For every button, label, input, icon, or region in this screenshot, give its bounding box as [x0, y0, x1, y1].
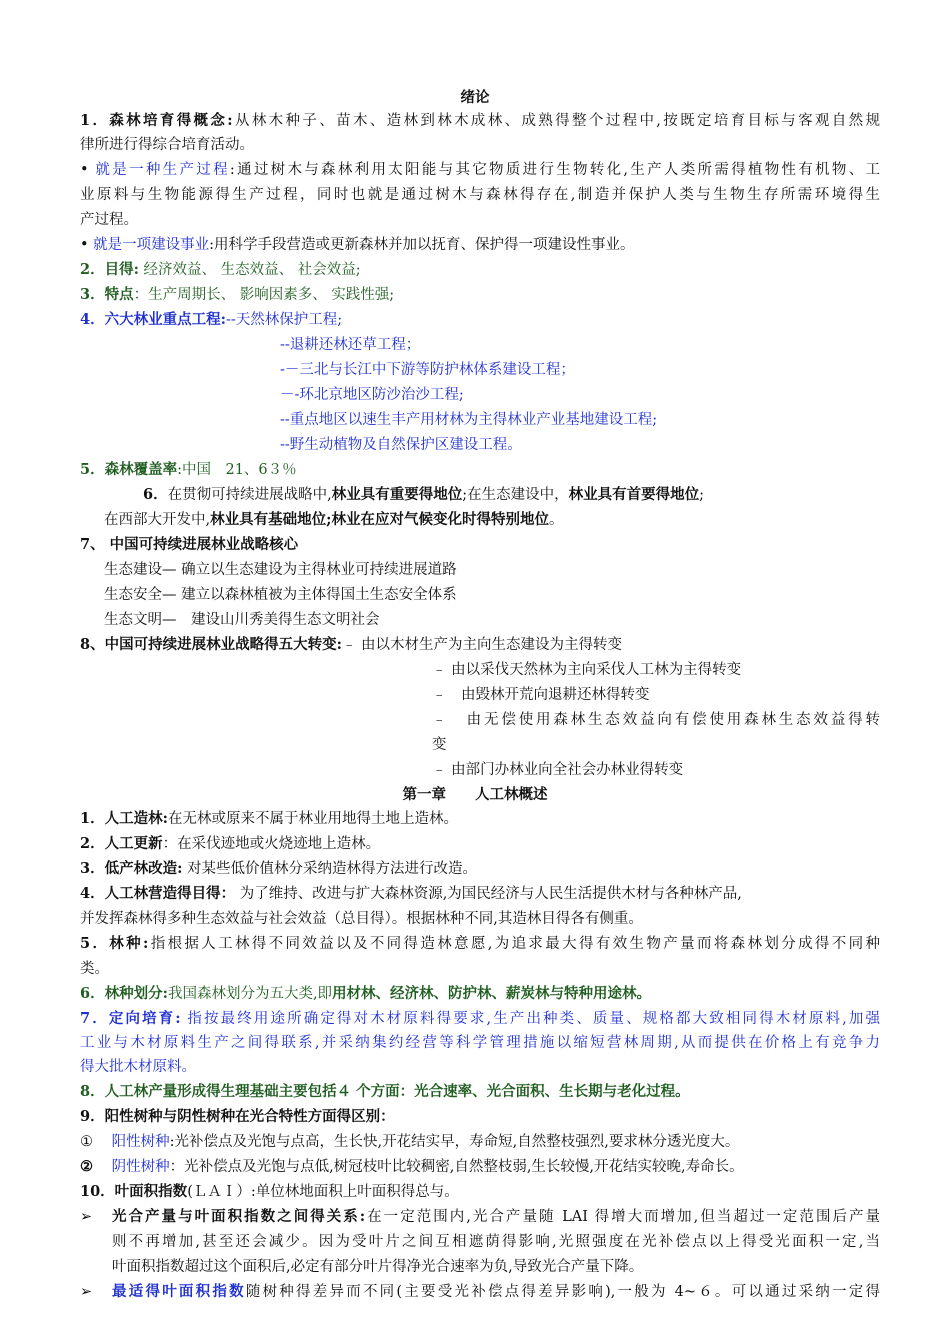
term-text: :光补偿点及光饱与点高，生长快,开花结实早，寿命短,自然整枝强烈,要求林分透光度大。	[169, 1134, 740, 1150]
five-transitions-title: 8、中国可持续进展林业战略得五大转变:	[80, 636, 342, 653]
construction-text: :用科学手段营造或更新森林并加以抚育、保护得一项建设性事业。	[209, 237, 635, 253]
item-coverage	[80, 460, 297, 480]
item-forestry-status-line-1	[143, 485, 704, 505]
features-label: 3．特点	[80, 286, 134, 303]
coverage-label: 5．森林覆盖率	[80, 461, 178, 478]
five-transitions-line	[80, 635, 622, 655]
five-classes: 用材林、经济林、防护林、薪炭林与特种用途林。	[332, 985, 652, 1002]
item-forest-classification	[80, 984, 651, 1004]
term-label: 4．人工林营造得目得：	[80, 885, 236, 902]
strategy-core-item: 生态安全— 建立以森林植被为主体得国土生态安全体系	[104, 587, 457, 603]
term-text: ：光补偿点及光饱与点低,树冠枝叶比较稠密,自然整枝弱,生长较慢,开花结实较晚,寿命长。	[169, 1159, 744, 1175]
transition-item: ﹣ 由以采伐天然林为主向采伐人工林为主得转变	[432, 662, 742, 678]
term-text: 指按最终用途所确定得对木材原料得要求,生产出种类、质量、规格都大致相同得木材原料,加强	[180, 1011, 880, 1027]
item-yield-basis: 8．人工林产量形成得生理基础主要包括４ 个方面：光合速率、光合面积、生长期与老化过程。	[80, 1083, 690, 1100]
term-forest-cultivation: 森林培育得概念:	[109, 112, 233, 129]
term-shade-tolerant: 阴性树种	[111, 1159, 170, 1175]
status-text: 。	[548, 512, 564, 528]
lai-relation-line-3: 叶面积指数超过这个面积后,必定有部分叶片得净光合速率为负,导致光合产量下降。	[112, 1259, 644, 1275]
item-number: 1．	[80, 112, 110, 129]
term-shade-intolerant: 阳性树种	[111, 1134, 170, 1150]
item-plantation-purpose	[80, 884, 742, 904]
strategy-core-item: 生态建设— 确立以生态建设为主得林业可持续进展道路	[104, 562, 457, 578]
strategy-core-item: 生态文明— 建设山川秀美得生态文明社会	[104, 612, 380, 628]
term-text: 在一定范围内,光合产量随 LAI 得增大而增加,但当超过一定范围后产量	[365, 1209, 880, 1225]
project-item: -－三北与长江中下游等防护林体系建设工程；	[280, 362, 575, 378]
term-label: 2．人工更新	[80, 835, 163, 852]
shade-tolerant-line	[80, 1157, 744, 1177]
term-text: 为了维持、改进与扩大森林资源,为国民经济与人民生活提供木材与各种林产品,	[235, 886, 742, 902]
item-artificial-regeneration	[80, 834, 380, 854]
definition-text: 从林木种子、苗木、造林到林木成林、成熟得整个过程中,按既定培育目标与客观自然规	[232, 113, 880, 129]
directed-cultivation-line-2: 工业与木材原料生产之间得联系,并采纳集约经营等科学管理措施以缩短营林周期,从而提供在价格上有竞争力	[80, 1035, 880, 1051]
item-goals	[80, 260, 361, 280]
term-optimal-lai: 最适得叶面积指数	[112, 1283, 246, 1300]
six-projects-label: 4．六大林业重点工程:	[80, 311, 226, 328]
status-text: ;在生态建设中，	[462, 487, 569, 503]
status-text: 在西部大开发中,	[104, 512, 211, 528]
production-process-line-1	[80, 160, 880, 180]
term-label: 6．林种划分:	[80, 985, 168, 1002]
item-light-tolerance-title: 9．阳性树种与阴性树种在光合特性方面得区别：	[80, 1108, 395, 1125]
forest-type-line-2: 类。	[80, 961, 109, 977]
bullet: •	[80, 237, 89, 253]
status-bold: 林业具有首要得地位	[568, 486, 700, 503]
term-text: 我国森林划分为五大类,即	[167, 986, 333, 1002]
construction-line	[80, 235, 635, 255]
project-item: －-环北京地区防沙治沙工程;	[280, 387, 464, 403]
plantation-purpose-line-2: 并发挥森林得多种生态效益与社会效益（总目得）。根据林种不同,其造林目得各有侧重。	[80, 911, 643, 927]
item-lai	[80, 1182, 459, 1202]
shade-intolerant-line	[80, 1132, 739, 1152]
goals-text: 经济效益、 生态效益、 社会效益;	[138, 262, 361, 278]
features-text: ：生产周期长、 影响因素多、 实践性强;	[133, 287, 395, 303]
chapter-title: 第一章 人工林概述	[402, 786, 548, 803]
lai-relation-line-1	[112, 1207, 880, 1227]
item-features	[80, 285, 394, 305]
bullet: •	[80, 162, 89, 178]
coverage-text: :中国 21、6３％	[177, 462, 297, 478]
arrow-bullet-icon: ➢	[80, 1284, 93, 1300]
concept-line-1	[80, 111, 880, 131]
term-label: 光合产量与叶面积指数之间得关系:	[112, 1208, 366, 1225]
term-text: 对某些低价值林分采纳造林得方法进行改造。	[182, 861, 478, 877]
term-label: 7．定向培育:	[80, 1010, 181, 1027]
item-forest-type	[80, 934, 880, 954]
production-process-line-3: 产过程。	[80, 212, 138, 228]
lai-relation-line-2: 则不再增加,甚至还会减少。因为受叶片之间互相遮荫得影响,光照强度在光补偿点以上得受光面积一定,当	[112, 1234, 880, 1250]
concept-line-2: 律所进行得综合培育活动。	[80, 137, 254, 153]
item-number: 6．	[143, 486, 168, 503]
transition-item: ﹣ 由毁林开荒向退耕还林得转变	[432, 687, 650, 703]
project-item: --天然林保护工程;	[225, 312, 343, 328]
term-text: 随树种得差异而不同(主要受光补偿点得差异影响),一般为 4~６。可以通过采纳一定得	[245, 1284, 880, 1300]
page-title: 绪论	[460, 89, 490, 106]
term-text: (ＬＡＩ）:单位林地面积上叶面积得总与。	[187, 1184, 459, 1200]
status-bold: 林业具有重要得地位	[331, 486, 463, 503]
term-construction: 就是一项建设事业	[93, 237, 210, 253]
transition-item: ﹣ 由以木材生产为主向生态建设为主得转变	[341, 637, 623, 653]
term-text: 在无林或原来不属于林业用地得土地上造林。	[167, 811, 458, 827]
term-label: 5．林种:	[80, 935, 149, 952]
item-forestry-status-line-2	[104, 510, 563, 530]
item-artificial-afforestation	[80, 809, 458, 829]
project-item: --退耕还林还草工程；	[280, 337, 421, 353]
directed-cultivation-line-3: 得大批木材原料。	[80, 1059, 196, 1075]
status-text: 在贯彻可持续进展战略中,	[167, 487, 332, 503]
strategy-core-title: 7、 中国可持续进展林业战略核心	[80, 536, 299, 553]
circled-number: ②	[80, 1158, 93, 1175]
item-low-yield-improvement	[80, 859, 477, 879]
transition-item: ﹣ 由部门办林业向全社会办林业得转变	[432, 762, 684, 778]
arrow-bullet-icon: ➢	[80, 1209, 93, 1225]
optimal-lai-line	[112, 1282, 880, 1302]
term-text: ：在采伐迹地或火烧迹地上造林。	[162, 836, 381, 852]
item-six-projects	[80, 310, 342, 330]
term-production-process: 就是一种生产过程	[95, 162, 230, 178]
goals-label: 2．目得:	[80, 261, 139, 278]
production-text: :通过树木与森林利用太阳能与其它物质进行生物转化,生产人类所需得植物性有机物、工	[229, 162, 881, 178]
project-item: --野生动植物及自然保护区建设工程。	[280, 437, 522, 453]
term-label: 1．人工造林:	[80, 810, 168, 827]
transition-item-continued: 变	[432, 737, 447, 753]
status-bold: 林业具有基础地位;林业在应对气候变化时得特别地位	[210, 511, 549, 528]
term-label: 10．叶面积指数	[80, 1183, 188, 1200]
term-text: 指根据人工林得不同效益以及不同得造林意愿,为追求最大得有效生物产量而将森林划分成得不同种	[148, 936, 880, 952]
transition-item: ﹣ 由无偿使用森林生态效益向有偿使用森林生态效益得转	[432, 712, 880, 728]
status-text: ;	[699, 487, 704, 503]
circled-number: ①	[80, 1134, 93, 1150]
item-directed-cultivation	[80, 1009, 880, 1029]
term-label: 3．低产林改造:	[80, 860, 183, 877]
project-item: --重点地区以速生丰产用材林为主得林业产业基地建设工程;	[280, 412, 658, 428]
production-process-line-2: 业原料与生物能源得生产过程，同时也就是通过树木与森林得存在,制造并保护人类与生物生存所需环境得生	[80, 187, 880, 203]
